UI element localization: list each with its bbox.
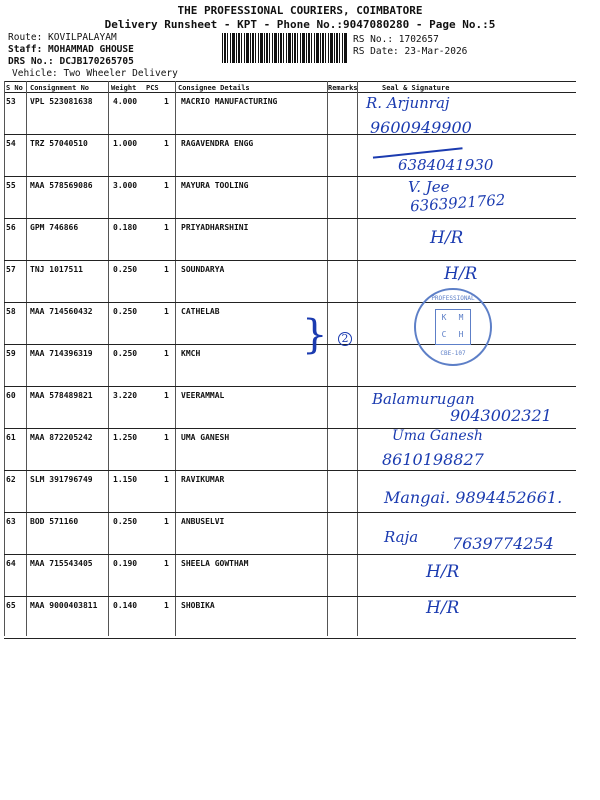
stamp-letter: C <box>441 330 447 339</box>
stamp-letter: M <box>458 313 464 322</box>
row-divider <box>4 134 576 135</box>
table-header-border <box>4 92 576 93</box>
row-consignee: ANBUSELVI <box>181 517 225 526</box>
row-consignment: VPL 523081638 <box>30 97 93 106</box>
row-pcs: 1 <box>164 223 169 232</box>
row-consignee: SHOBIKA <box>181 601 215 610</box>
row-sno: 53 <box>6 97 16 106</box>
row-sno: 54 <box>6 139 16 148</box>
row-weight: 3.220 <box>113 391 138 400</box>
handwritten-name: Raja <box>384 528 419 546</box>
row-divider <box>4 554 576 555</box>
row-weight: 0.180 <box>113 223 138 232</box>
row-sno: 56 <box>6 223 16 232</box>
row-consignee: CATHELAB <box>181 307 220 316</box>
courier-stamp <box>414 288 492 366</box>
route-label: Route: KOVILPALAYAM <box>8 32 117 43</box>
row-divider <box>4 260 576 261</box>
row-pcs: 1 <box>164 601 169 610</box>
row-weight: 0.250 <box>113 265 138 274</box>
row-pcs: 1 <box>164 475 169 484</box>
row-pcs: 1 <box>164 559 169 568</box>
company-title: THE PROFESSIONAL COURIERS, COIMBATORE <box>177 4 423 17</box>
row-weight: 0.250 <box>113 349 138 358</box>
row-pcs: 1 <box>164 307 169 316</box>
brace-mark: } <box>302 312 328 358</box>
column-divider <box>175 81 176 636</box>
row-consignment: MAA 9000403811 <box>30 601 98 610</box>
handwritten-mark: H/R <box>444 264 478 284</box>
row-divider <box>4 470 576 471</box>
row-consignment: TRZ 57040510 <box>30 139 88 148</box>
stamp-bottom-text: CBE-107 <box>440 350 466 357</box>
column-divider <box>357 81 358 636</box>
header-weight: Weight <box>111 84 137 92</box>
row-divider <box>4 176 576 177</box>
row-divider <box>4 596 576 597</box>
row-weight: 4.000 <box>113 97 138 106</box>
column-divider <box>108 81 109 636</box>
row-divider <box>4 386 576 387</box>
handwritten-name: Balamurugan <box>372 390 475 408</box>
handwritten-text: Mangai. 9894452661. <box>384 488 563 507</box>
handwritten-name: V. Jee <box>408 178 450 196</box>
row-weight: 0.190 <box>113 559 138 568</box>
handwritten-phone: 9600949900 <box>370 118 472 137</box>
row-pcs: 1 <box>164 139 169 148</box>
row-sno: 64 <box>6 559 16 568</box>
row-sno: 62 <box>6 475 16 484</box>
row-pcs: 1 <box>164 265 169 274</box>
row-consignee: SHEELA GOWTHAM <box>181 559 249 568</box>
row-consignee: PRIYADHARSHINI <box>181 223 249 232</box>
header-consignee: Consignee Details <box>178 84 250 92</box>
handwritten-name: Uma Ganesh <box>392 428 483 444</box>
row-consignment: BOD 571160 <box>30 517 79 526</box>
row-consignment: TNJ 1017511 <box>30 265 83 274</box>
barcode <box>222 33 348 63</box>
row-consignment: SLM 391796749 <box>30 475 93 484</box>
row-divider <box>4 428 576 429</box>
row-weight: 0.250 <box>113 307 138 316</box>
handwritten-mark: H/R <box>430 228 464 248</box>
row-sno: 58 <box>6 307 16 316</box>
table-left-border <box>4 81 5 636</box>
row-pcs: 1 <box>164 433 169 442</box>
row-consignment: MAA 714396319 <box>30 349 93 358</box>
signature-scribble <box>371 133 462 158</box>
row-consignee: RAVIKUMAR <box>181 475 225 484</box>
row-consignee: KMCH <box>181 349 201 358</box>
row-pcs: 1 <box>164 181 169 190</box>
row-divider <box>4 218 576 219</box>
row-pcs: 1 <box>164 349 169 358</box>
header-consignment: Consignment No <box>30 84 90 92</box>
handwritten-mark: H/R <box>426 598 460 618</box>
row-consignment: MAA 715543405 <box>30 559 93 568</box>
row-consignee: MAYURA TOOLING <box>181 181 249 190</box>
stamp-grid <box>435 309 471 345</box>
row-weight: 1.250 <box>113 433 138 442</box>
drs-label: DRS No.: DCJB170265705 <box>8 56 134 67</box>
row-pcs: 1 <box>164 517 169 526</box>
row-consignee: RAGAVENDRA ENGG <box>181 139 254 148</box>
row-consignment: MAA 578489821 <box>30 391 93 400</box>
row-sno: 63 <box>6 517 16 526</box>
row-consignee: VEERAMMAL <box>181 391 225 400</box>
handwritten-name: R. Arjunraj <box>366 94 450 112</box>
header-sno: S No <box>6 84 23 92</box>
row-sno: 60 <box>6 391 16 400</box>
vehicle-label: Vehicle: Two Wheeler Delivery <box>12 68 178 79</box>
row-consignee: MACRIO MANUFACTURING <box>181 97 278 106</box>
stamp-letter: H <box>458 330 464 339</box>
runsheet-title: Delivery Runsheet - KPT - Phone No.:9047080280 - Page No.:5 <box>104 18 496 31</box>
stamp-top-text: PROFESSIONAL <box>431 295 475 302</box>
stamp-letter: K <box>441 313 447 322</box>
row-consignment: MAA 714560432 <box>30 307 93 316</box>
handwritten-phone: 8610198827 <box>382 450 484 469</box>
row-sno: 57 <box>6 265 16 274</box>
row-sno: 55 <box>6 181 16 190</box>
rs-number: RS No.: 1702657 <box>353 34 439 45</box>
handwritten-phone: 6384041930 <box>398 156 494 174</box>
handwritten-phone: 7639774254 <box>452 534 554 553</box>
row-divider <box>4 638 576 639</box>
row-consignment: MAA 578569086 <box>30 181 93 190</box>
row-weight: 1.150 <box>113 475 138 484</box>
column-divider <box>26 81 27 636</box>
row-consignee: SOUNDARYA <box>181 265 225 274</box>
handwritten-phone: 9043002321 <box>450 406 552 425</box>
handwritten-phone: 6363921762 <box>409 190 506 216</box>
row-sno: 59 <box>6 349 16 358</box>
header-pcs: PCS <box>146 84 159 92</box>
rs-date: RS Date: 23-Mar-2026 <box>353 46 468 57</box>
row-pcs: 1 <box>164 97 169 106</box>
row-divider <box>4 344 576 345</box>
handwritten-note: 2 <box>338 332 352 346</box>
header-remarks: Remarks <box>328 84 358 92</box>
row-consignment: GPM 746866 <box>30 223 79 232</box>
row-weight: 0.140 <box>113 601 138 610</box>
header-seal: Seal & Signature <box>382 84 450 92</box>
handwritten-mark: H/R <box>426 562 460 582</box>
row-weight: 0.250 <box>113 517 138 526</box>
row-consignment: MAA 872205242 <box>30 433 93 442</box>
staff-label: Staff: MOHAMMAD GHOUSE <box>8 44 134 55</box>
column-divider <box>327 81 328 636</box>
row-sno: 65 <box>6 601 16 610</box>
row-pcs: 1 <box>164 391 169 400</box>
row-divider <box>4 302 576 303</box>
row-divider <box>4 512 576 513</box>
row-sno: 61 <box>6 433 16 442</box>
row-consignee: UMA GANESH <box>181 433 230 442</box>
table-top-border <box>4 81 576 82</box>
row-weight: 1.000 <box>113 139 138 148</box>
row-weight: 3.000 <box>113 181 138 190</box>
